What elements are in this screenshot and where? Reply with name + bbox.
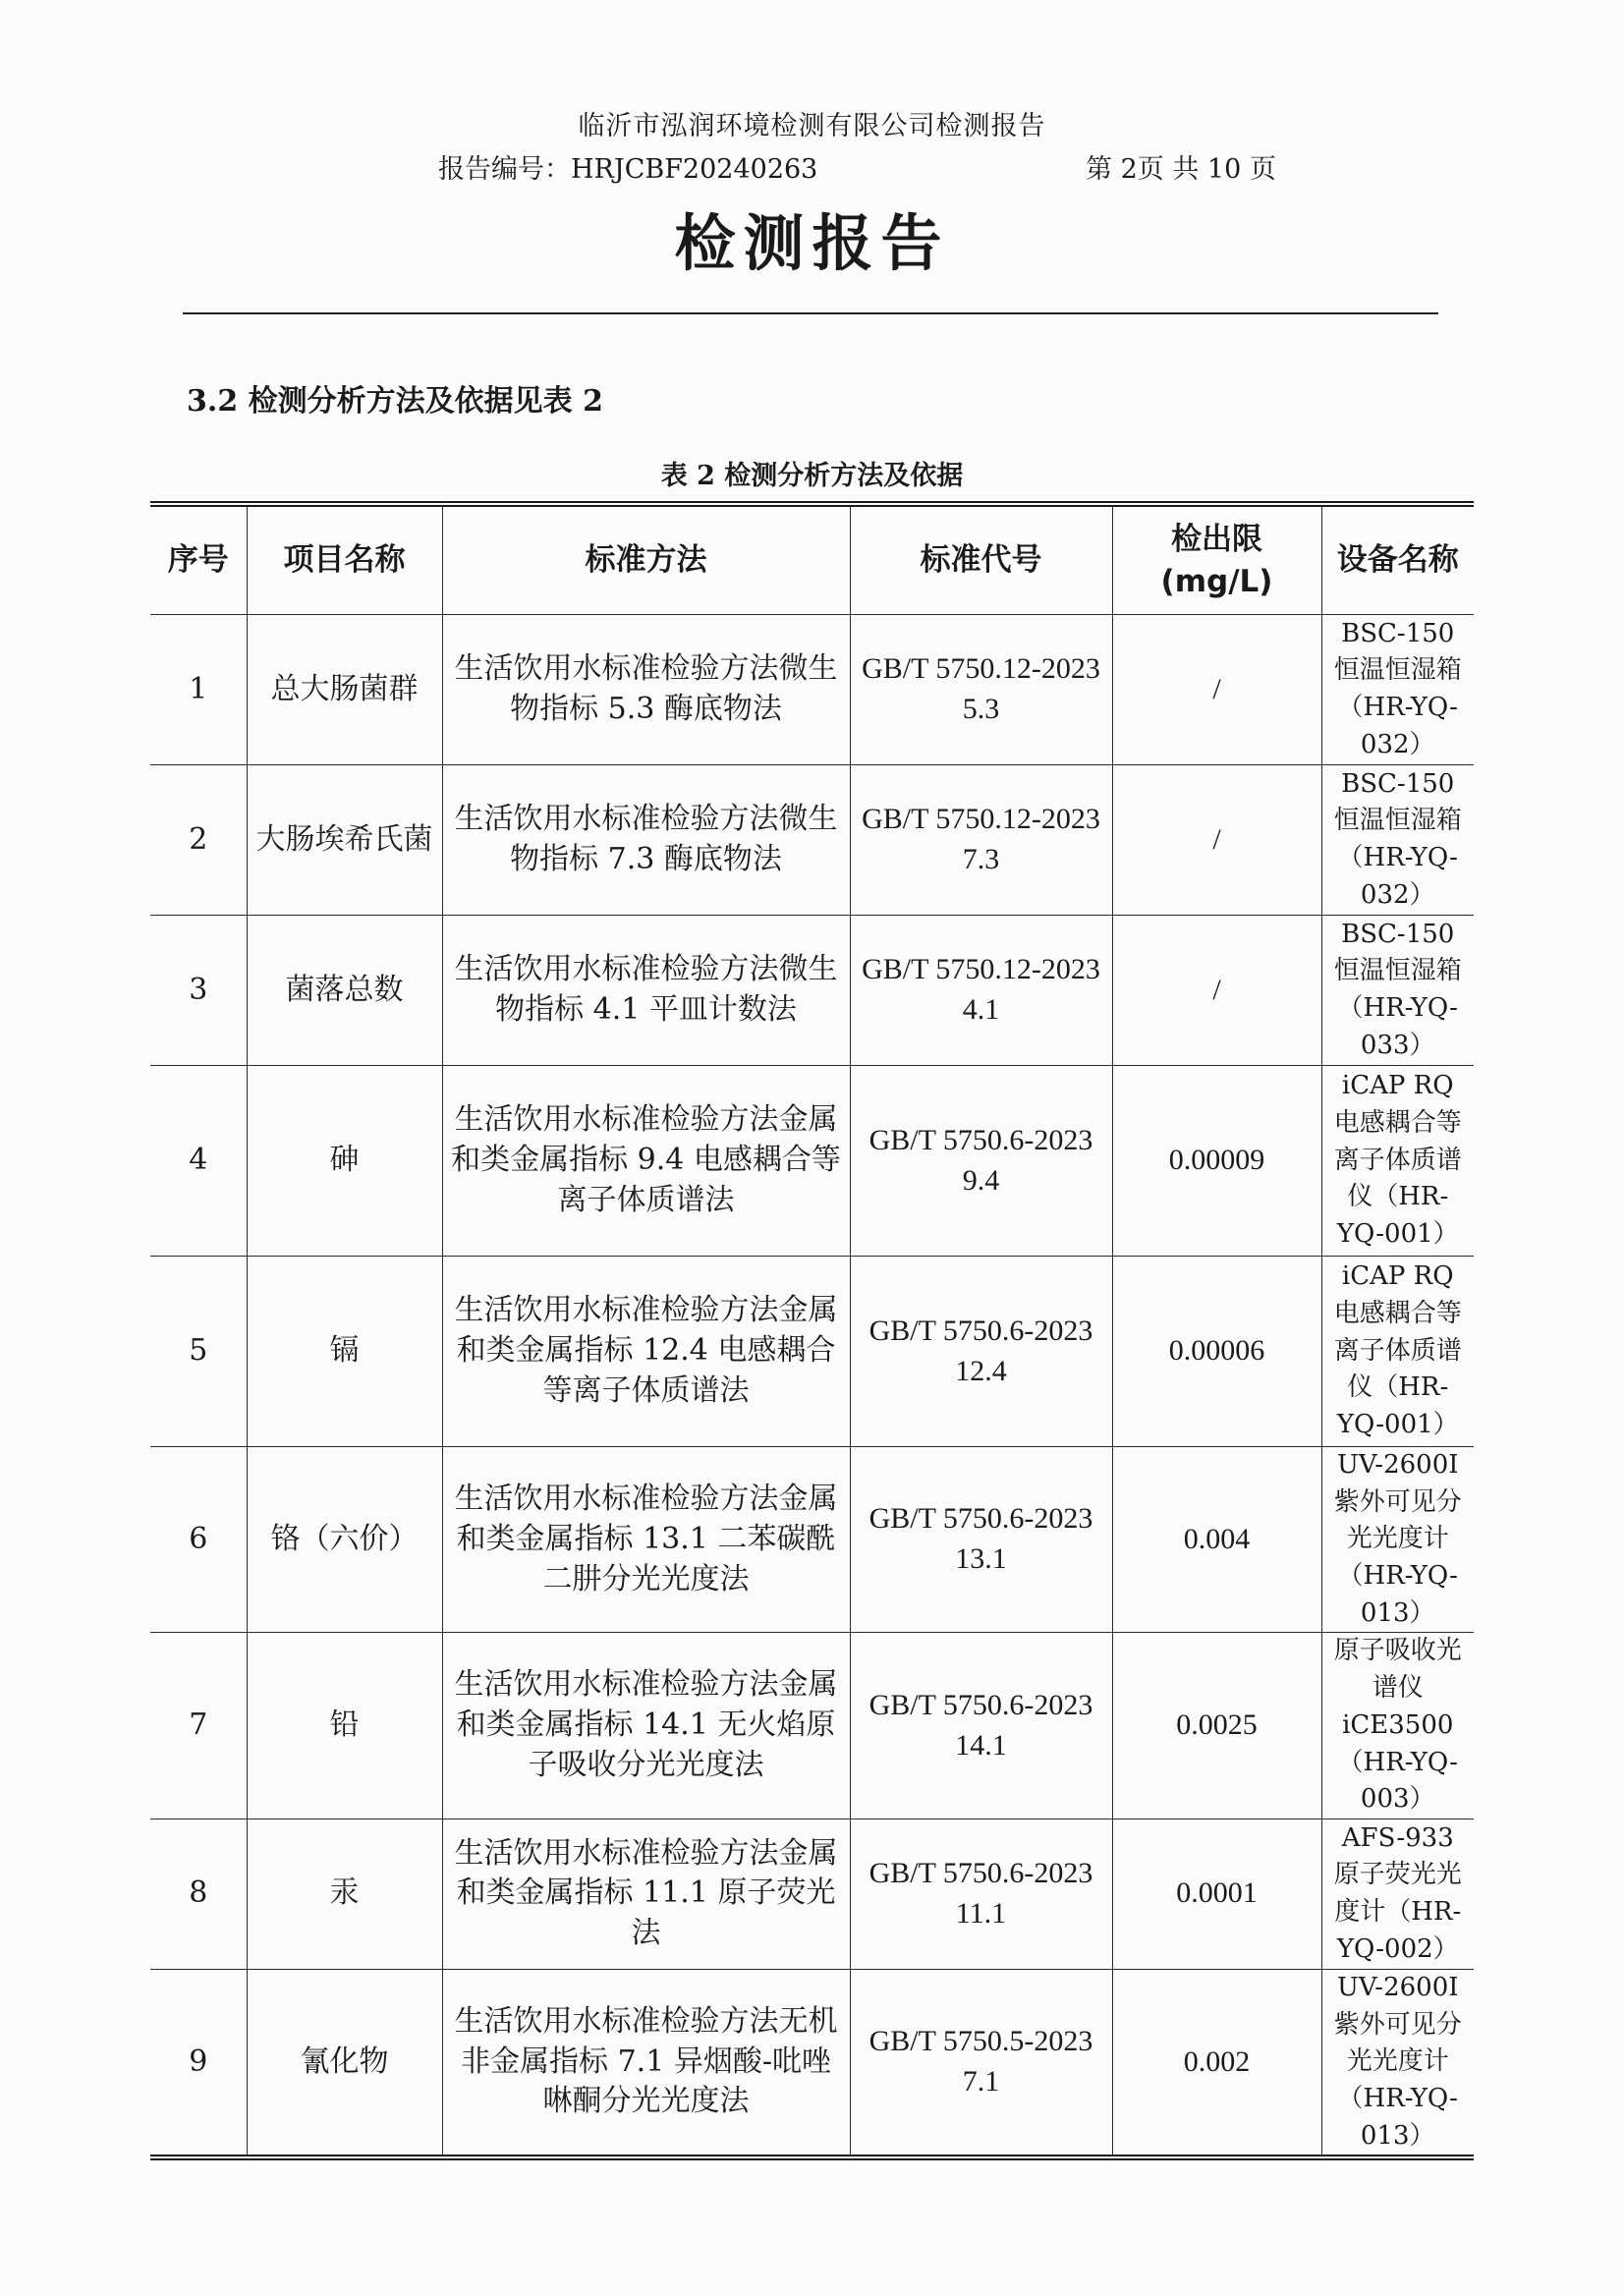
- table-row: [150, 1633, 1474, 1819]
- detection-limit-cell: 0.004: [1112, 1447, 1321, 1633]
- standard-method-cell: 生活饮用水标准检验方法金属和类金属指标 11.1 原子荧光法: [442, 1819, 850, 1969]
- row-number-cell: 7: [150, 1633, 247, 1819]
- standard-method-cell: 生活饮用水标准检验方法金属和类金属指标 12.4 电感耦合等离子体质谱法: [442, 1257, 850, 1447]
- standard-method-cell: 生活饮用水标准检验方法金属和类金属指标 9.4 电感耦合等离子体质谱法: [442, 1066, 850, 1257]
- detection-limit-cell: /: [1112, 916, 1321, 1066]
- equipment-cell: BSC-150 恒温恒湿箱（HR-YQ-033）: [1321, 916, 1474, 1066]
- equipment-cell: BSC-150 恒温恒湿箱（HR-YQ-032）: [1321, 765, 1474, 916]
- col-header-code: 标准代号: [850, 504, 1112, 615]
- standard-code-cell: GB/T 5750.12-2023 7.3: [850, 765, 1112, 916]
- row-number-cell: 3: [150, 916, 247, 1066]
- item-name-cell: 菌落总数: [247, 916, 442, 1066]
- row-number-cell: 9: [150, 1969, 247, 2157]
- page-indicator: 第 2页 共 10 页: [1086, 154, 1276, 185]
- row-number-cell: 8: [150, 1819, 247, 1969]
- item-name-cell: 铅: [247, 1633, 442, 1819]
- table-body: [150, 615, 1474, 2158]
- table-row: [150, 916, 1474, 1066]
- item-name-cell: 铬（六价）: [247, 1447, 442, 1633]
- row-number-cell: 5: [150, 1257, 247, 1447]
- row-number-cell: 2: [150, 765, 247, 916]
- standard-code-cell: GB/T 5750.6-2023 12.4: [850, 1257, 1112, 1447]
- item-name-cell: 氰化物: [247, 1969, 442, 2157]
- table-header-row: [150, 504, 1474, 615]
- item-name-cell: 总大肠菌群: [247, 615, 442, 765]
- standard-code-cell: GB/T 5750.6-2023 9.4: [850, 1066, 1112, 1257]
- standard-code-cell: GB/T 5750.6-2023 11.1: [850, 1819, 1112, 1969]
- section-heading: 3.2 检测分析方法及依据见表 2: [187, 384, 603, 419]
- equipment-cell: 原子吸收光谱仪 iCE3500（HR-YQ-003）: [1321, 1633, 1474, 1819]
- item-name-cell: 镉: [247, 1257, 442, 1447]
- item-name-cell: 砷: [247, 1066, 442, 1257]
- table-row: [150, 1447, 1474, 1633]
- table-row: [150, 1066, 1474, 1257]
- standard-code-cell: GB/T 5750.12-2023 4.1: [850, 916, 1112, 1066]
- table-row: [150, 765, 1474, 916]
- company-header: 临沂市泓润环境检测有限公司检测报告: [578, 111, 1046, 141]
- methods-table: [150, 501, 1474, 2160]
- col-header-equipment: 设备名称: [1321, 504, 1474, 615]
- detection-limit-cell: 0.00006: [1112, 1257, 1321, 1447]
- table-row: [150, 1969, 1474, 2157]
- report-number: 报告编号：HRJCBF20240263: [438, 154, 818, 185]
- detection-limit-cell: /: [1112, 765, 1321, 916]
- header-divider: [183, 312, 1438, 314]
- col-header-item: 项目名称: [247, 504, 442, 615]
- col-header-limit: 检出限 (mg/L): [1112, 504, 1321, 615]
- item-name-cell: 汞: [247, 1819, 442, 1969]
- table-caption: 表 2 检测分析方法及依据: [660, 461, 964, 491]
- table-row: [150, 615, 1474, 765]
- row-number-cell: 6: [150, 1447, 247, 1633]
- equipment-cell: iCAP RQ 电感耦合等离子体质谱仪（HR-YQ-001）: [1321, 1257, 1474, 1447]
- detection-limit-cell: 0.002: [1112, 1969, 1321, 2157]
- equipment-cell: iCAP RQ 电感耦合等离子体质谱仪（HR-YQ-001）: [1321, 1066, 1474, 1257]
- standard-method-cell: 生活饮用水标准检验方法金属和类金属指标 13.1 二苯碳酰二肼分光光度法: [442, 1447, 850, 1633]
- detection-limit-cell: 0.0025: [1112, 1633, 1321, 1819]
- table-row: [150, 1819, 1474, 1969]
- standard-code-cell: GB/T 5750.6-2023 13.1: [850, 1447, 1112, 1633]
- standard-method-cell: 生活饮用水标准检验方法金属和类金属指标 14.1 无火焰原子吸收分光光度法: [442, 1633, 850, 1819]
- detection-limit-cell: 0.0001: [1112, 1819, 1321, 1969]
- standard-method-cell: 生活饮用水标准检验方法微生物指标 7.3 酶底物法: [442, 765, 850, 916]
- equipment-cell: UV-2600I 紫外可见分光光度计（HR-YQ-013）: [1321, 1969, 1474, 2157]
- equipment-cell: UV-2600I 紫外可见分光光度计（HR-YQ-013）: [1321, 1447, 1474, 1633]
- standard-code-cell: GB/T 5750.5-2023 7.1: [850, 1969, 1112, 2157]
- standard-method-cell: 生活饮用水标准检验方法无机非金属指标 7.1 异烟酸-吡唑啉酮分光光度法: [442, 1969, 850, 2157]
- document-title: 检测报告: [674, 207, 950, 279]
- row-number-cell: 1: [150, 615, 247, 765]
- item-name-cell: 大肠埃希氏菌: [247, 765, 442, 916]
- standard-method-cell: 生活饮用水标准检验方法微生物指标 5.3 酶底物法: [442, 615, 850, 765]
- standard-code-cell: GB/T 5750.12-2023 5.3: [850, 615, 1112, 765]
- table-row: [150, 1257, 1474, 1447]
- col-header-no: 序号: [150, 504, 247, 615]
- detection-limit-cell: /: [1112, 615, 1321, 765]
- equipment-cell: BSC-150 恒温恒湿箱（HR-YQ-032）: [1321, 615, 1474, 765]
- standard-code-cell: GB/T 5750.6-2023 14.1: [850, 1633, 1112, 1819]
- col-header-method: 标准方法: [442, 504, 850, 615]
- detection-limit-cell: 0.00009: [1112, 1066, 1321, 1257]
- row-number-cell: 4: [150, 1066, 247, 1257]
- equipment-cell: AFS-933 原子荧光光度计（HR-YQ-002）: [1321, 1819, 1474, 1969]
- standard-method-cell: 生活饮用水标准检验方法微生物指标 4.1 平皿计数法: [442, 916, 850, 1066]
